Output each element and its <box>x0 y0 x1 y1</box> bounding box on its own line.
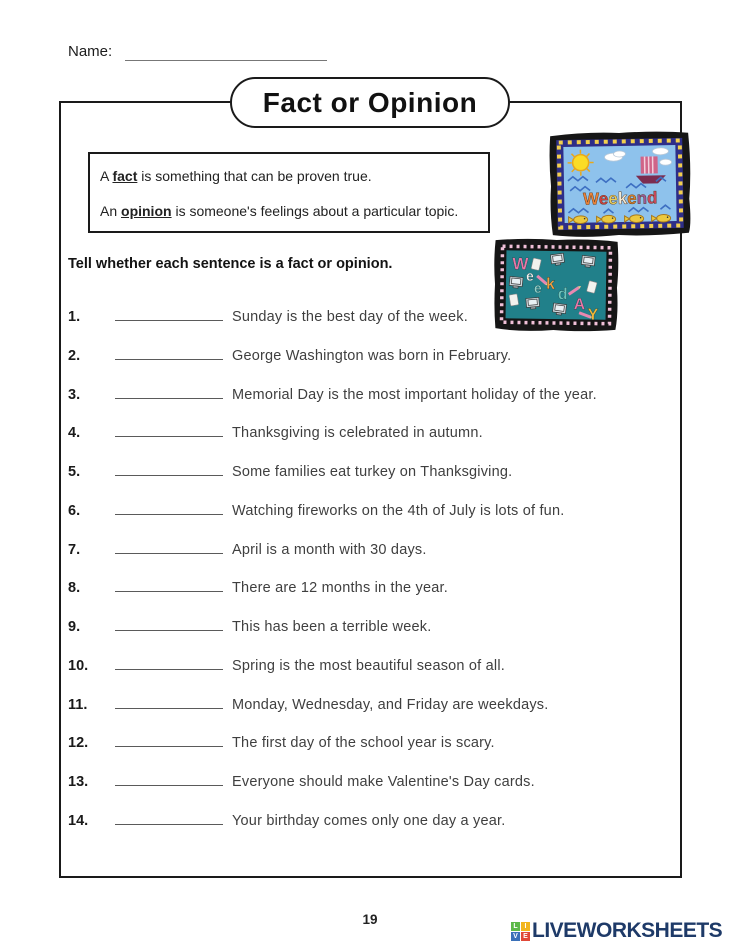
answer-blank[interactable] <box>115 708 223 709</box>
item-number: 10. <box>68 657 89 674</box>
item-sentence: Monday, Wednesday, and Friday are weekdays. <box>232 696 549 713</box>
list-item <box>68 570 668 609</box>
item-sentence: The first day of the school year is scary. <box>232 735 495 752</box>
item-number: 8. <box>68 580 81 597</box>
list-item <box>68 493 668 532</box>
weekend-letter: k <box>617 188 628 209</box>
svg-text:Weekend <box>583 188 658 208</box>
item-number: 4. <box>68 425 81 442</box>
item-sentence: There are 12 months in the year. <box>232 580 448 597</box>
opinion-definition <box>100 204 478 218</box>
liveworksheets-wordmark: LIVEWORKSHEETS <box>532 919 723 942</box>
item-number: 14. <box>68 812 89 829</box>
item-number: 11. <box>68 696 88 713</box>
item-sentence: George Washington was born in February. <box>232 347 512 364</box>
weekend-letter: d <box>646 188 658 208</box>
logo-square-l: L <box>511 922 520 931</box>
weekend-letter: e <box>598 189 609 209</box>
weekend-letter: W <box>582 189 599 209</box>
list-item <box>68 415 668 454</box>
list-item <box>68 609 668 648</box>
list-item <box>68 454 668 493</box>
item-number: 6. <box>68 502 81 519</box>
fact-def-prefix: A <box>100 168 113 184</box>
list-item <box>68 338 668 377</box>
item-number: 7. <box>68 541 81 558</box>
item-sentence: Some families eat turkey on Thanksgiving. <box>232 464 513 480</box>
item-number: 12. <box>68 735 89 752</box>
answer-blank[interactable] <box>115 824 223 825</box>
item-sentence: This has been a terrible week. <box>232 619 432 635</box>
list-item <box>68 687 668 726</box>
opinion-def-prefix: An <box>100 203 122 219</box>
answer-blank[interactable] <box>115 746 223 747</box>
liveworksheets-logo[interactable] <box>511 919 722 943</box>
name-label: Name: <box>68 43 113 60</box>
list-item <box>68 725 668 764</box>
answer-blank[interactable] <box>115 785 223 786</box>
answer-blank[interactable] <box>115 514 223 515</box>
weekend-letter: n <box>636 188 648 208</box>
weekday-letter: d <box>557 286 568 304</box>
definitions-box <box>88 152 490 233</box>
answer-blank[interactable] <box>115 669 223 670</box>
weekend-letter: e <box>608 189 618 209</box>
weekday-letter: A <box>573 296 586 314</box>
item-number: 1. <box>68 309 81 325</box>
item-sentence: Thanksgiving is celebrated in autumn. <box>232 425 483 442</box>
item-sentence: Everyone should make Valentine's Day cards. <box>232 774 535 790</box>
fact-term: fact <box>112 168 138 184</box>
logo-square-e: E <box>521 932 530 941</box>
logo-square-i: I <box>521 922 530 931</box>
weekday-letter: k <box>545 275 556 293</box>
answer-blank[interactable] <box>115 475 223 476</box>
opinion-term: opinion <box>121 203 172 219</box>
weekday-letter: Y <box>587 306 599 324</box>
item-number: 9. <box>68 619 81 635</box>
fact-definition <box>100 169 478 183</box>
fact-def-rest: is something that can be proven true. <box>137 168 372 184</box>
weekend-clipart-image <box>547 129 693 239</box>
answer-blank[interactable] <box>115 591 223 592</box>
weekday-letter: e <box>533 279 542 296</box>
item-sentence: April is a month with 30 days. <box>232 541 427 558</box>
item-sentence: Watching fireworks on the 4th of July is lots of fun. <box>232 502 565 519</box>
weekday-letter: e <box>526 267 535 284</box>
item-sentence: Spring is the most beautiful season of all. <box>232 657 505 674</box>
list-item <box>68 532 668 571</box>
weekend-letter: e <box>627 188 637 208</box>
item-number: 5. <box>68 464 81 480</box>
weekday-clipart-image <box>491 236 620 334</box>
item-number: 3. <box>68 386 81 403</box>
answer-blank[interactable] <box>115 630 223 631</box>
list-item <box>68 377 668 416</box>
answer-blank[interactable] <box>115 553 223 554</box>
item-sentence: Memorial Day is the most important holiday of the year. <box>232 386 597 403</box>
name-blank-line[interactable] <box>125 60 327 61</box>
item-sentence: Your birthday comes only one day a year. <box>232 812 506 829</box>
instruction-text: Tell whether each sentence is a fact or opinion. <box>68 256 393 272</box>
list-item <box>68 648 668 687</box>
page-number: 19 <box>362 912 378 927</box>
list-item <box>68 764 668 803</box>
answer-blank[interactable] <box>115 398 223 399</box>
page-title: Fact or Opinion <box>262 86 478 118</box>
answer-blank[interactable] <box>115 320 223 321</box>
liveworksheets-logo-icon <box>511 922 530 941</box>
weekday-letter: W <box>512 254 529 274</box>
sentence-list <box>68 299 668 842</box>
list-item <box>68 803 668 842</box>
worksheet-title-pill <box>230 77 510 128</box>
item-sentence: Sunday is the best day of the week. <box>232 309 468 325</box>
opinion-def-rest: is someone's feelings about a particular topic. <box>171 203 459 219</box>
answer-blank[interactable] <box>115 436 223 437</box>
item-number: 13. <box>68 774 89 790</box>
item-number: 2. <box>68 347 81 364</box>
answer-blank[interactable] <box>115 359 223 360</box>
logo-square-v: V <box>511 932 520 941</box>
